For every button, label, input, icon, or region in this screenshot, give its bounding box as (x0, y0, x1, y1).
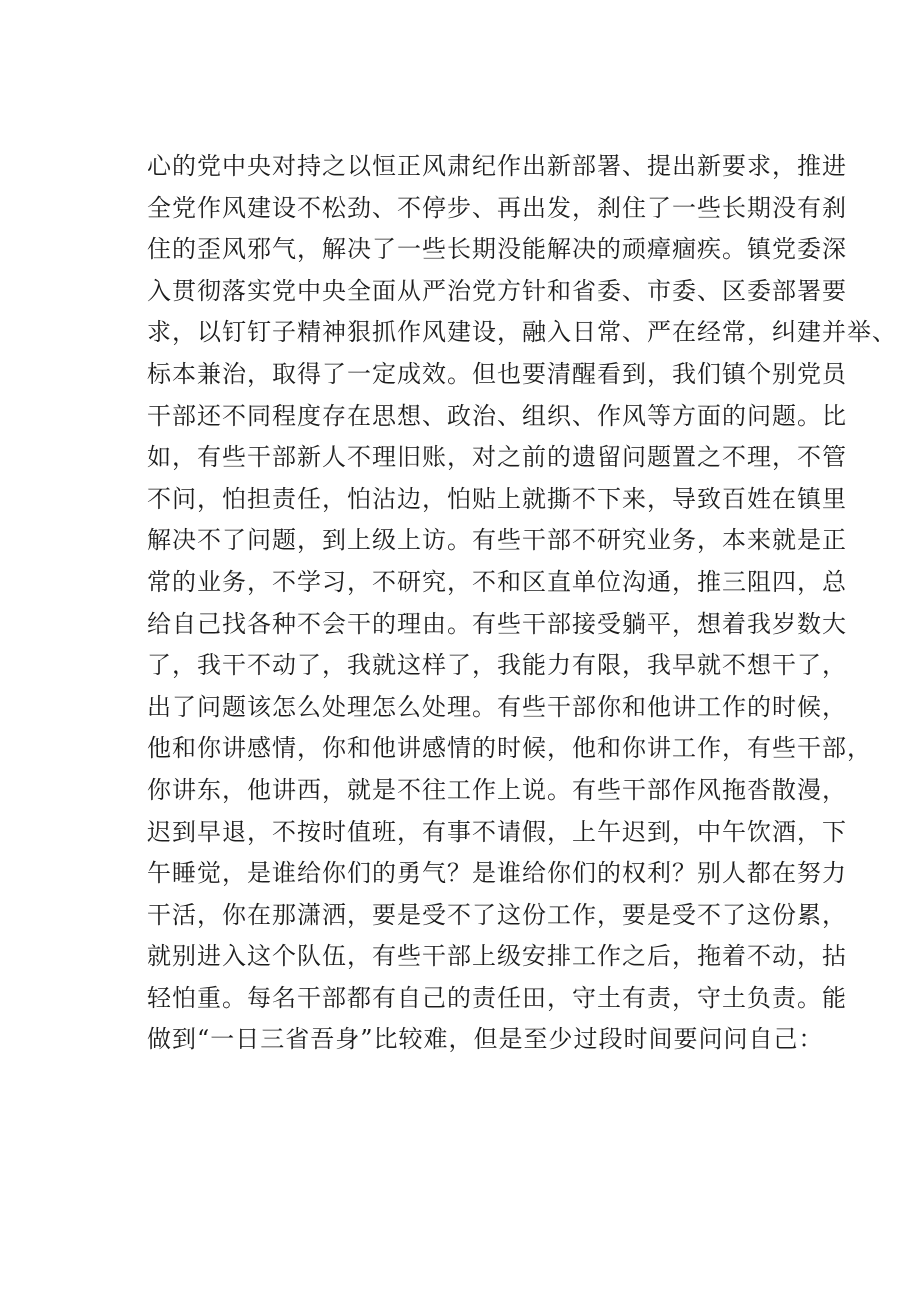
text-line: 出了问题该怎么处理怎么处理。有些干部你和他讲工作的时候， (147, 692, 847, 721)
text-line: 入贯彻落实党中央全面从严治党方针和省委、市委、区委部署要 (147, 276, 847, 305)
text-line: 了，我干不动了，我就这样了，我能力有限，我早就不想干了， (147, 651, 847, 680)
text-line: 给自己找各种不会干的理由。有些干部接受躺平，想着我岁数大 (147, 609, 847, 638)
text-line: 你讲东，他讲西，就是不往工作上说。有些干部作风拖沓散漫， (147, 775, 847, 804)
text-line: 标本兼治，取得了一定成效。但也要清醒看到，我们镇个别党员 (147, 359, 847, 388)
text-line: 常的业务，不学习，不研究，不和区直单位沟通，推三阻四，总 (147, 567, 847, 596)
body-paragraph (147, 146, 897, 1061)
text-line: 就别进入这个队伍，有些干部上级安排工作之后，拖着不动，拈 (147, 942, 847, 971)
text-line: 午睡觉，是谁给你们的勇气？是谁给你们的权利？别人都在努力 (147, 859, 847, 888)
text-line: 住的歪风邪气，解决了一些长期没能解决的顽瘴痼疾。镇党委深 (147, 235, 847, 264)
text-line: 他和你讲感情，你和他讲感情的时候，他和你讲工作，有些干部， (147, 734, 872, 763)
text-line: 不问，怕担责任，怕沾边，怕贴上就撕不下来，导致百姓在镇里 (147, 484, 847, 513)
text-line: 轻怕重。每名干部都有自己的责任田，守土有责，守土负责。能 (147, 983, 847, 1012)
text-line: 干活，你在那潇洒，要是受不了这份工作，要是受不了这份累， (147, 900, 847, 929)
text-line: 解决不了问题，到上级上访。有些干部不研究业务，本来就是正 (147, 526, 847, 555)
text-line: 如，有些干部新人不理旧账，对之前的遗留问题置之不理，不管 (147, 443, 847, 472)
text-line: 心的党中央对持之以恒正风肃纪作出新部署、提出新要求，推进 (147, 152, 847, 180)
text-line: 求，以钉钉子精神狠抓作风建设，融入日常、严在经常，纠建并举、 (147, 318, 897, 347)
text-line: 迟到早退，不按时值班，有事不请假，上午迟到，中午饮酒，下 (147, 817, 847, 846)
text-line: 全党作风建设不松劲、不停步、再出发，刹住了一些长期没有刹 (147, 193, 847, 222)
text-line: 做到“一日三省吾身”比较难，但是至少过段时间要问问自己： (147, 1025, 824, 1054)
text-line: 干部还不同程度存在思想、政治、组织、作风等方面的问题。比 (147, 401, 847, 430)
